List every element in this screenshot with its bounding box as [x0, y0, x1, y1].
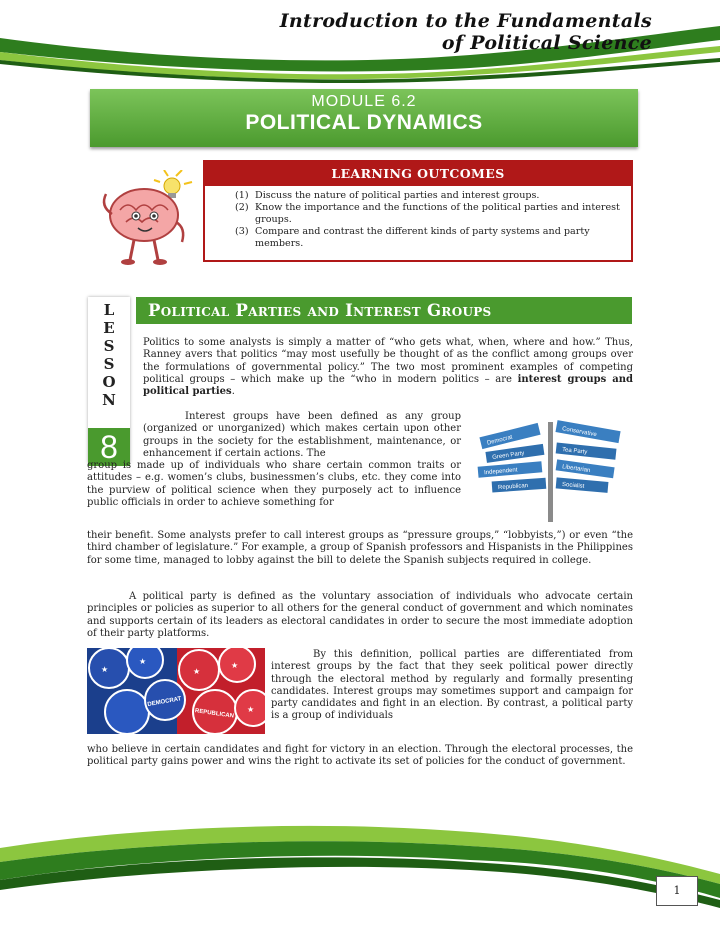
signpost-label: Democrat	[486, 434, 514, 447]
lesson-letter: N	[102, 391, 116, 409]
lesson-number: 8	[88, 428, 130, 466]
party-signpost-image	[470, 414, 632, 522]
paragraph-text: .	[231, 386, 235, 398]
list-item-text: Discuss the nature of political parties and interest groups.	[255, 190, 540, 201]
paragraph-4b: who believe in certain candidates and fight for victory in an election. Through the electoral processes, the political party gains power and wins the right to activate its set of policies for the conduct of government.	[87, 744, 633, 768]
paragraph-1	[143, 337, 633, 398]
bottom-swoosh-decoration	[0, 818, 720, 931]
module-title: POLITICAL DYNAMICS	[245, 111, 483, 134]
learning-outcomes-box	[203, 160, 633, 262]
brain-mascot-icon	[98, 170, 194, 268]
lesson-letter: S	[103, 337, 115, 355]
badge-label: DEMOCRAT	[147, 696, 182, 709]
paragraph-2c: their benefit. Some analysts prefer to call interest groups as “pressure groups,” “lobbyists,”) or even “the third chamber of legislature.” For example, a group of Spanish professors and Hispanists in the Philippines for some time, managed to lobby against the bill to delete the Spanish subjects required in college.	[87, 530, 633, 566]
signpost-label: Green Party	[491, 450, 525, 462]
paragraph-4a: By this definition, pollical parties are differentiated from interest groups by the fact that they seek political power directly through the electoral method by regularly and formally presenting candidates. Interest groups may sometimes support and campaign for party candidates and fight in an election. By contrast, a political party is a group of individuals	[271, 649, 633, 722]
list-item	[235, 226, 623, 250]
campaign-badges-image	[87, 648, 265, 734]
list-item-number: (3)	[235, 226, 249, 237]
lesson-letter: L	[103, 301, 115, 319]
list-item-number: (1)	[235, 190, 249, 201]
list-item-text: Know the importance and the functions of the political parties and interest groups.	[255, 202, 620, 225]
signpost-label: Tea Party	[561, 447, 588, 456]
lesson-letter: E	[103, 319, 115, 337]
svg-text:★: ★	[193, 667, 201, 676]
lesson-title: Political Parties and Interest Groups	[136, 297, 632, 324]
document-title-line2: of Political Science	[441, 32, 652, 54]
paragraph-2a: Interest groups have been defined as any group (organized or unorganized) which makes certain upon other groups in the society for the establishment, maintenance, or enhancement if certain actions. The	[143, 411, 461, 459]
signpost-label: Socialist	[561, 481, 585, 490]
learning-outcomes-list	[205, 190, 631, 250]
svg-text:★: ★	[247, 705, 255, 714]
paragraph-text: Politics to some analysts is simply a matter of “who gets what, when, where and how.” Thus, Ranney avers that politics “may most usefully be thought of as the conflict among groups over the formulations of governmental policy.” The two most prominent examples of competing political groups – which make up the “who in modern politics – are	[143, 337, 633, 385]
bold-phrase: interest groups and political parties	[143, 373, 634, 398]
paragraph-2b: group is made up of individuals who share certain common traits or attitudes – e.g. women’s clubs, businessmen’s clubs, etc. they come into the purview of political science when they purposely act to influence public officials in order to achieve something for	[87, 460, 461, 508]
signpost-label: Republican	[497, 483, 529, 492]
signpost-label: Independent	[483, 467, 518, 477]
lesson-letter: O	[102, 373, 116, 391]
list-item-text: Compare and contrast the different kinds of party systems and party members.	[255, 226, 590, 249]
list-item	[235, 202, 623, 226]
document-title-line1: Introduction to the Fundamentals	[279, 10, 652, 32]
badge-label: REPUBLICAN	[194, 708, 235, 720]
signpost-label: Conservative	[561, 426, 598, 439]
signpost-label: Libertarian	[561, 464, 591, 475]
svg-text:★: ★	[101, 665, 109, 674]
svg-text:★: ★	[231, 661, 239, 670]
list-item	[235, 190, 623, 202]
svg-text:★: ★	[139, 657, 147, 666]
lesson-letter: S	[103, 355, 115, 373]
page-number: 1	[656, 876, 698, 906]
list-item-number: (2)	[235, 202, 249, 213]
paragraph-3: A political party is defined as the voluntary association of individuals who advocate certain principles or policies as superior to all others for the general conduct of government and which nominates and supports certain of its leaders as electoral candidates in order to secure the most immediate adoption of their party platforms.	[87, 591, 633, 639]
module-number: MODULE 6.2	[311, 93, 417, 110]
module-banner	[90, 89, 638, 147]
learning-outcomes-heading: LEARNING OUTCOMES	[205, 162, 631, 186]
